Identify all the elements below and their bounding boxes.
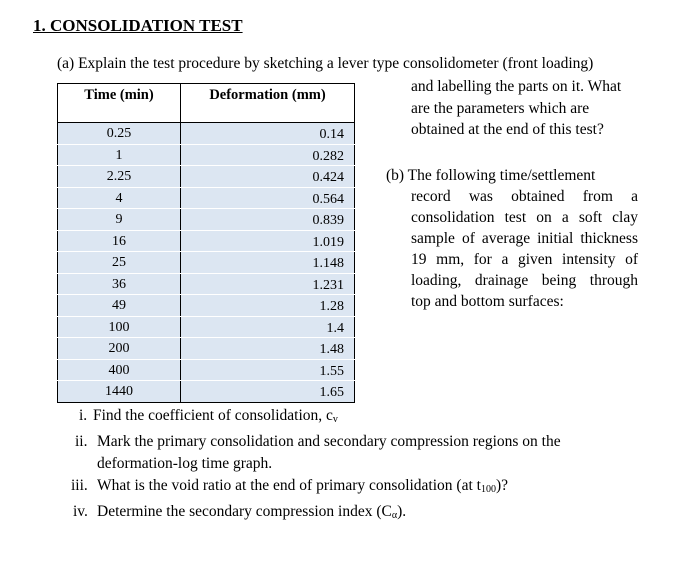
- part-b-line-2: record was obtained from a: [411, 188, 638, 205]
- table-row: [58, 166, 355, 188]
- deformation-cell: 1.65: [181, 381, 355, 403]
- question-i: i. Find the coefficient of consolidation, $c_v$: [79, 407, 338, 425]
- deformation-cell: 0.839: [181, 209, 355, 231]
- table-row: [58, 230, 355, 252]
- deformation-cell: 0.282: [181, 144, 355, 166]
- question-iii: iii. What is the void ratio at the end of primary consolidation (at $t_{100}$)?: [71, 477, 508, 495]
- time-cell: 400: [58, 359, 181, 381]
- part-b-line-3: consolidation test on a soft clay: [411, 209, 638, 226]
- question-iv: iv. Determine the secondary compression index $(C_\alpha)$.: [73, 503, 407, 521]
- table-row: [58, 209, 355, 231]
- table-row: [58, 252, 355, 274]
- time-cell: 0.25: [58, 123, 181, 145]
- question-list: [71, 405, 561, 527]
- col-header-time: Time (min): [58, 84, 181, 123]
- time-cell: 16: [58, 230, 181, 252]
- table-row: [58, 144, 355, 166]
- time-cell: 9: [58, 209, 181, 231]
- table-row: [58, 316, 355, 338]
- deformation-cell: 1.019: [181, 230, 355, 252]
- deformation-cell: 1.148: [181, 252, 355, 274]
- table-row: [58, 295, 355, 317]
- table-row: [58, 123, 355, 145]
- part-a-line-3: are the parameters which are: [411, 100, 590, 117]
- part-a-line-2: and labelling the parts on it. What: [411, 78, 622, 95]
- time-cell: 1440: [58, 381, 181, 403]
- table-row: [58, 359, 355, 381]
- question-ii: ii. Mark the primary consolidation and secondary compression regions on the deformation-log time graph.: [75, 433, 561, 472]
- deformation-cell: 1.4: [181, 316, 355, 338]
- deformation-cell: 1.28: [181, 295, 355, 317]
- deformation-cell: 0.14: [181, 123, 355, 145]
- time-cell: 49: [58, 295, 181, 317]
- part-b-line-1: (b) The following time/settlement: [386, 167, 596, 184]
- part-b-line-4: sample of average initial thickness: [411, 230, 638, 247]
- deformation-cell: 0.564: [181, 187, 355, 209]
- time-cell: 2.25: [58, 166, 181, 188]
- deformation-cell: 1.48: [181, 338, 355, 360]
- part-a-line-4: obtained at the end of this test?: [411, 121, 604, 138]
- table-row: [58, 381, 355, 403]
- table-row: [58, 273, 355, 295]
- time-cell: 4: [58, 187, 181, 209]
- part-b-line-6: loading, drainage being through: [411, 272, 638, 289]
- part-b-line-5: 19 mm, for a given intensity of: [411, 251, 638, 268]
- time-cell: 36: [58, 273, 181, 295]
- time-cell: 25: [58, 252, 181, 274]
- part-b-line-7: top and bottom surfaces:: [411, 293, 564, 310]
- table-header-row: [58, 84, 355, 123]
- time-deformation-table: [57, 83, 355, 403]
- table-row: [58, 187, 355, 209]
- section-heading: 1. CONSOLIDATION TEST: [33, 16, 243, 35]
- table-row: [58, 338, 355, 360]
- col-header-deformation: Deformation (mm): [181, 84, 355, 123]
- deformation-cell: 1.55: [181, 359, 355, 381]
- time-cell: 200: [58, 338, 181, 360]
- deformation-cell: 1.231: [181, 273, 355, 295]
- time-cell: 1: [58, 144, 181, 166]
- part-a-line-1: (a) Explain the test procedure by sketching a lever type consolidometer (front loading): [57, 55, 594, 72]
- deformation-cell: 0.424: [181, 166, 355, 188]
- time-cell: 100: [58, 316, 181, 338]
